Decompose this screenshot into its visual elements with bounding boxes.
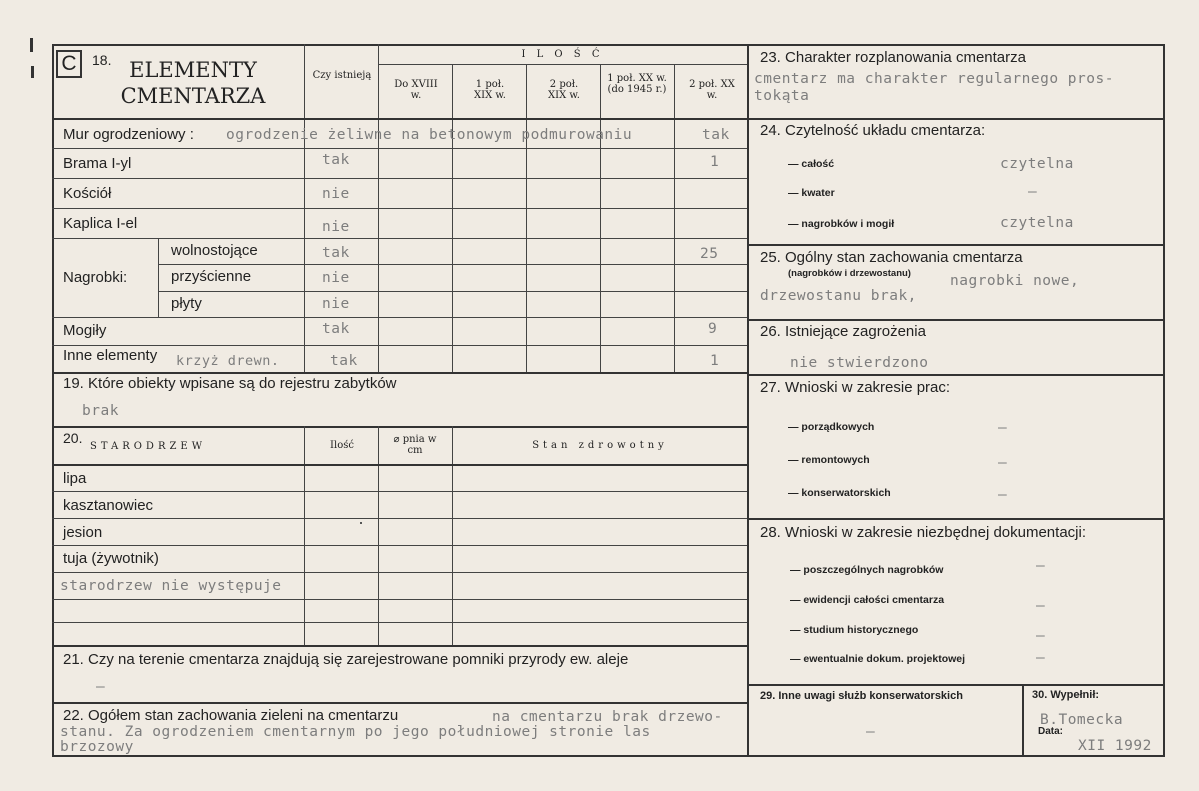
s20-col-line [452,426,453,645]
wolnostojace-label: wolnostojące [171,242,258,259]
s20-col-pien: ⌀ pnia w cm [393,434,437,456]
section-title-line2: CMENTARZA [120,84,266,108]
s20-title: STARODRZEW [90,441,206,452]
s22-typed-1: na cmentarzu brak drzewo- [492,709,723,725]
s27-bottom [747,518,1165,520]
brama-count: 1 [710,154,720,170]
s22-label: 22. Ogółem stan zachowania zieleni na cmentarzu [63,707,399,724]
section-letter-box: C [56,50,82,78]
s28-bottom [747,684,1165,686]
section18-bottom [52,372,747,374]
s24-kwater: — kwater [788,187,835,199]
s25-bottom [747,319,1165,321]
period-header-2: 1 poł. XIX w. [474,79,506,101]
s27-value-porzadkowych: — [998,420,1008,436]
kosciol-value: nie [322,186,350,202]
row-line [52,345,747,346]
row-line [158,291,747,292]
mur-value: tak [702,127,730,143]
plyty-label: płyty [171,295,202,312]
s27-item-porzadkowych: — porządkowych [788,421,875,433]
s27-label: 27. Wnioski w zakresie prac: [760,379,951,396]
s29-s30-divider [1022,684,1024,757]
s28-value-3: — [1036,628,1046,644]
s25-sub: (nagrobków i drzewostanu) [788,268,911,279]
s27-value-konserwatorskich: — [998,487,1008,503]
section-number: 18. [92,52,112,68]
s23-typed-1: cmentarz ma charakter regularnego pros- [754,71,1114,87]
s26-bottom [747,374,1165,376]
row-line [52,208,747,209]
col-line [378,44,379,374]
s25-label: 25. Ogólny stan zachowania cmentarza [760,249,1023,266]
przyscienne-value: nie [322,270,350,286]
period-header-4: 1 poł. XX w. (do 1945 r.) [607,73,667,95]
s20-row-line [52,518,747,519]
col-line [452,64,453,374]
kosciol-label: Kościół [63,185,112,202]
s20-row-jesion: jesion [63,524,103,541]
main-divider [747,44,749,757]
s22-typed-2: stanu. Za ogrodzeniem cmentarnym po jego południowej stronie las [60,724,651,740]
s22-typed-3: brzozowy [60,739,134,755]
s21-bottom [52,702,747,704]
s29-value: — [866,724,876,740]
s20-col-line [378,426,379,645]
s27-value-remontowych: — [998,455,1008,471]
s28-value-4: — [1036,650,1046,666]
s28-item-3: — studium historycznego [790,624,919,636]
s24-bottom [747,244,1165,246]
row-line [52,317,747,318]
inne-typed: krzyż drewn. [176,353,280,369]
section-title-line1: ELEMENTY [129,58,257,82]
s28-value-1: — [1036,558,1046,574]
s20-header-bottom [52,464,747,466]
s20-bottom [52,645,747,647]
s27-item-konserwatorskich: — konserwatorskich [788,487,891,499]
s23-typed-2: tokąta [754,88,810,104]
s24-kwater-value: — [1028,184,1038,200]
s25-typed-1: nagrobki nowe, [950,273,1080,289]
period-header-3: 2 poł. XIX w. [548,79,580,101]
s21-label: 21. Czy na terenie cmentarza znajdują się zarejestrowane pomniki przyrody ew. aleje [63,651,629,668]
s30-date: XII 1992 [1078,738,1152,754]
mur-label: Mur ogrodzeniowy : [63,126,194,143]
s19-bottom [52,426,747,428]
mogily-label: Mogiły [63,322,107,339]
wolnostojace-count: 25 [700,246,719,262]
s28-item-4: — ewentualnie dokum. projektowej [790,653,966,665]
s26-value: nie stwierdzono [790,355,929,371]
s20-row-line [52,572,747,573]
s19-value: brak [82,403,119,419]
row-line [52,148,747,149]
inne-value: tak [330,353,358,369]
mogily-value: tak [322,321,350,337]
mur-typed: ogrodzenie żeliwne na betonowym podmurowaniu [226,127,633,143]
s20-row-line [52,599,747,600]
inne-label: Inne elementy [63,347,158,364]
ilosc-underline [378,64,747,65]
s23-bottom [747,118,1165,120]
czy-istnieje-header: Czy istnieją [312,70,372,81]
przyscienne-label: przyścienne [171,268,252,285]
s27-item-remontowych: — remontowych [788,454,870,466]
col-line [600,64,601,374]
s28-item-1: — poszczególnych nagrobków [790,564,944,576]
s20-row-kasztanowiec: kasztanowiec [63,497,154,514]
s24-label: 24. Czytelność układu cmentarza: [760,122,986,139]
s20-row-lipa: lipa [63,470,87,487]
row-line [52,178,747,179]
s20-note: starodrzew nie występuje [60,578,282,594]
kaplica-label: Kaplica I-el [63,215,138,232]
s24-calosc: — całość [788,158,835,170]
nagrobki-split [158,238,159,317]
s20-row-line [52,491,747,492]
s20-row-line [52,545,747,546]
s26-label: 26. Istniejące zagrożenia [760,323,926,340]
wolnostojace-value: tak [322,245,350,261]
col-line [674,64,675,374]
row-line [158,264,747,265]
s20-row-tuja: tuja (żywotnik) [63,550,159,567]
s29-label: 29. Inne uwagi służb konserwatorskich [760,690,963,702]
s28-value-2: — [1036,598,1046,614]
kaplica-value: nie [322,219,350,235]
s20-col-line [304,426,305,645]
s21-value: — [96,679,106,695]
s20-col-ilosc: Ilość [330,440,354,451]
s23-label: 23. Charakter rozplanowania cmentarza [760,49,1026,66]
s28-label: 28. Wnioski w zakresie niezbędnej dokumentacji: [760,524,1086,541]
col-line [304,44,305,374]
s24-nagrobkow: — nagrobków i mogił [788,218,895,230]
s25-typed-2: drzewostanu brak, [760,288,917,304]
stray-dot [360,522,362,524]
edge-mark [30,38,33,52]
s30-data-label: Data: [1038,726,1064,737]
s20-number: 20. [63,430,83,446]
inne-count: 1 [710,353,720,369]
edge-mark [31,66,34,78]
row-line [52,238,747,239]
col-line [526,64,527,374]
period-header-1: Do XVIII w. [394,79,438,101]
period-header-5: 2 poł. XX w. [689,79,735,101]
s20-col-stan: Stan zdrowotny [532,440,668,451]
brama-value: tak [322,152,350,168]
plyty-value: nie [322,296,350,312]
s28-item-2: — ewidencji całości cmentarza [790,594,945,606]
s30-name: B.Tomecka [1040,712,1124,728]
ilosc-header: I L O Ś Ć [521,49,604,60]
s24-nagrobkow-value: czytelna [1000,215,1074,231]
mogily-count: 9 [708,321,718,337]
s20-row-line [52,622,747,623]
nagrobki-label: Nagrobki: [63,269,128,286]
s30-label: 30. Wypełnił: [1032,689,1100,701]
s24-calosc-value: czytelna [1000,156,1074,172]
s19-label: 19. Które obiekty wpisane są do rejestru zabytków [63,375,397,392]
brama-label: Brama I-yl [63,155,132,172]
